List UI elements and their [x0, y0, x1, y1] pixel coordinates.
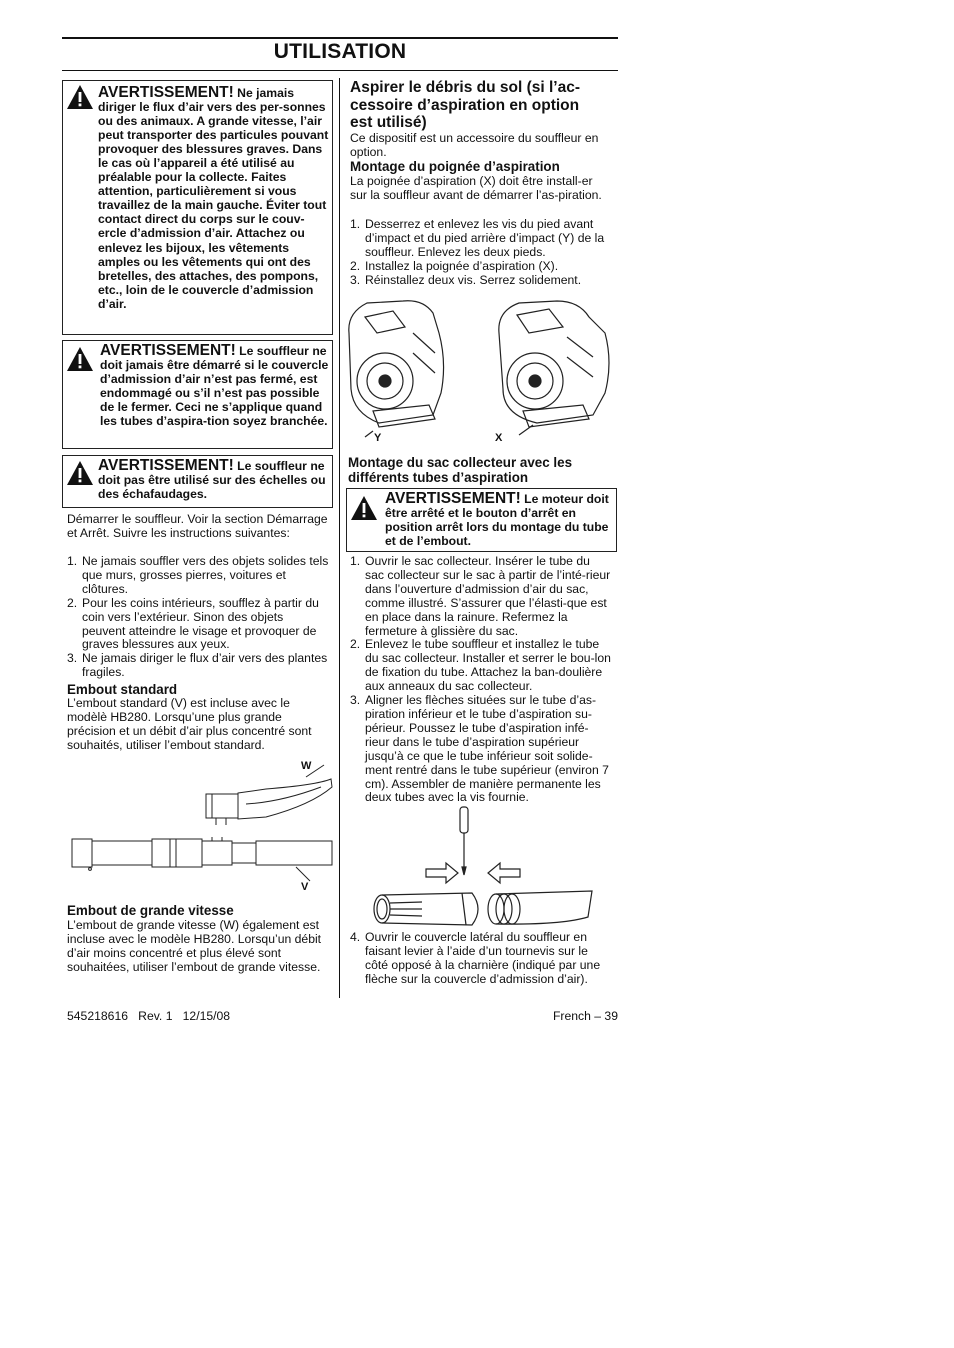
- warning-box-2: [62, 340, 333, 449]
- montage-sac-list: [350, 555, 612, 805]
- list-item: 1. Desserrez et enlevez les vis du pied avant d’impact et du pied arrière d’impact (Y) de la souffleur. Enlevez les deux pieds.: [350, 217, 605, 259]
- list-item: 2. Pour les coins intérieurs, soufflez à partir du coin vers l’extérieur. Sinon des objets peuvent atteindre le visage et provoquer de graves blessures aux yeux.: [67, 595, 319, 652]
- montage-poignee-heading: Montage du poignée d’aspiration: [350, 159, 560, 174]
- warning-1-text: AVERTISSEMENT! Ne jamais diriger le flux d’air vers des per-sonnes ou des animaux. A grande vitesse, l’air peut transporter des particules pouvant provoquer des blessures graves. Dans le cas où l’appareil a été utilisé au préalable pour la collecte. Faites attention, particulièrement si vous travaillez de la main gauche. Éviter tout contact direct du corps sur le couv-ercle d’admission d’air. Attachez ou enlevez les bijoux, les vêtements amples ou les vêtements qui ont des bretelles, des attaches, des pompons, etc., loin de le couvercle d’admission d’air.: [98, 84, 329, 311]
- warning-box-3: [62, 455, 333, 508]
- warning-right-text: AVERTISSEMENT! Le moteur doit être arrêté et le bouton d’arrêt en position arrêt lors du montage du tube et de l’embout.: [385, 490, 609, 549]
- title-underline: [62, 70, 618, 71]
- list-item: 1. Ouvrir le sac collecteur. Insérer le tube du sac collecteur sur le sac à partir de l’inté-rieur dans l’ouverture d’admission d’air du sac, comme illustré. S’assurer que l’élasti-que est en place dans la rainure. Refermez la fermeture à glissière du sac.: [350, 554, 611, 638]
- top-rule: [62, 37, 618, 39]
- right-intro: Ce dispositif est un accessoire du souffleur en option.: [350, 131, 599, 159]
- warning-box-1: [62, 80, 333, 335]
- warning-2-text: AVERTISSEMENT! Le souffleur ne doit jamais être démarré si le couvercle d’admission d’air n’est pas fermé, est endommagé ou s’il n’est pas possible de le fermer. Ceci ne s’applique quand les tubes d’aspira-tion soyez branchée.: [100, 342, 329, 429]
- page-title: UTILISATION: [273, 40, 407, 63]
- list-item: 3. Réinstallez deux vis. Serrez solidement.: [350, 272, 582, 287]
- embout-standard-heading: Embout standard: [67, 682, 178, 697]
- list-item: 2. Installez la poignée d’aspiration (X).: [350, 258, 559, 273]
- montage-poignee-text: La poignée d’aspiration (X) doit être install-er sur la souffleur avant de démarrer l’as-piration.: [350, 174, 602, 202]
- warning-3-text: AVERTISSEMENT! Le souffleur ne doit pas être utilisé sur des échelles ou des échafaudages.: [98, 457, 326, 502]
- figure-label-w: W: [301, 760, 312, 772]
- embout-grande-text: L’embout de grande vitesse (W) également est incluse avec le modèle HB280. Lorsqu’un débit d’air moins concentré et plus élevé sont souhaitées, utiliser l’embout de grande vitesse.: [67, 918, 322, 974]
- cover-open-list: [350, 931, 612, 987]
- right-section-title: Aspirer le débris du sol (si l’ac-cessoire d’aspiration en option est utilisé): [350, 79, 580, 131]
- blower-figure: [343, 293, 615, 443]
- warning-3-label: AVERTISSEMENT!: [98, 457, 234, 474]
- footer-doc-id: 545218616 Rev. 1 12/15/08: [67, 1009, 231, 1023]
- embout-grande-heading: Embout de grande vitesse: [67, 903, 234, 918]
- warning-2-label: AVERTISSEMENT!: [100, 342, 236, 359]
- warning-1-label: AVERTISSEMENT!: [98, 84, 234, 101]
- warning-box-right: [346, 488, 617, 552]
- tube-assembly-figure: [362, 805, 602, 930]
- list-item: 1. Ne jamais souffler vers des objets solides tels que murs, grosses pierres, voitures et clôtures.: [67, 554, 329, 596]
- warning-triangle-icon: [66, 84, 94, 110]
- list-item: 2. Enlevez le tube souffleur et installez le tube du sac collecteur. Installer et serrer le bou-lon de fixation du tube. Attachez la ban-doulière aux anneaux du sac collecteur.: [350, 637, 611, 694]
- list-item: 4. Ouvrir le couvercle latéral du souffleur en faisant levier à l’aide d’un tournevis sur le côté opposé à la charnière (indiqué par une flèche sur la couvercle d’admission d’air).: [350, 930, 601, 986]
- embout-standard-text: L’embout standard (V) est incluse avec le modèlè HB280. Lorsqu’une plus grande précision et un débit d’air plus concentré sont souhaités, utiliser l’embout standard.: [67, 696, 312, 752]
- list-item: 3. Aligner les flèches situées sur le tube d’as-piration inférieur et le tube d’aspiration su-périeur. Poussez le tube d’aspiration infé-rieur dans le tube d’aspiration supérieur jusqu’à ce que le tube inférieur soit solide-ment rentré dans le tube supérieur (environ 7 cm). Assembler de manière permanente les deux tubes avec la vis fournie.: [350, 693, 609, 805]
- footer-page-number: French – 39: [552, 1009, 618, 1023]
- montage-poignee-list: [350, 218, 612, 288]
- figure-label-y: Y: [374, 432, 382, 444]
- left-intro: Démarrer le souffleur. Voir la section Démarrage et Arrêt. Suivre les instructions suivantes:: [67, 512, 328, 540]
- list-item: 3. Ne jamais diriger le flux d’air vers des plantes fragiles.: [67, 651, 328, 680]
- column-divider: [339, 78, 340, 998]
- nozzle-figure: [66, 757, 338, 897]
- warning-triangle-icon: [350, 495, 378, 521]
- montage-sac-heading: Montage du sac collecteur avec les différents tubes d’aspiration: [348, 455, 573, 485]
- left-instruction-list: [67, 555, 329, 680]
- warning-triangle-icon: [66, 460, 94, 486]
- warning-right-label: AVERTISSEMENT!: [385, 490, 521, 507]
- figure-label-x: X: [495, 432, 503, 444]
- figure-label-v: V: [301, 881, 309, 893]
- warning-triangle-icon: [66, 346, 94, 372]
